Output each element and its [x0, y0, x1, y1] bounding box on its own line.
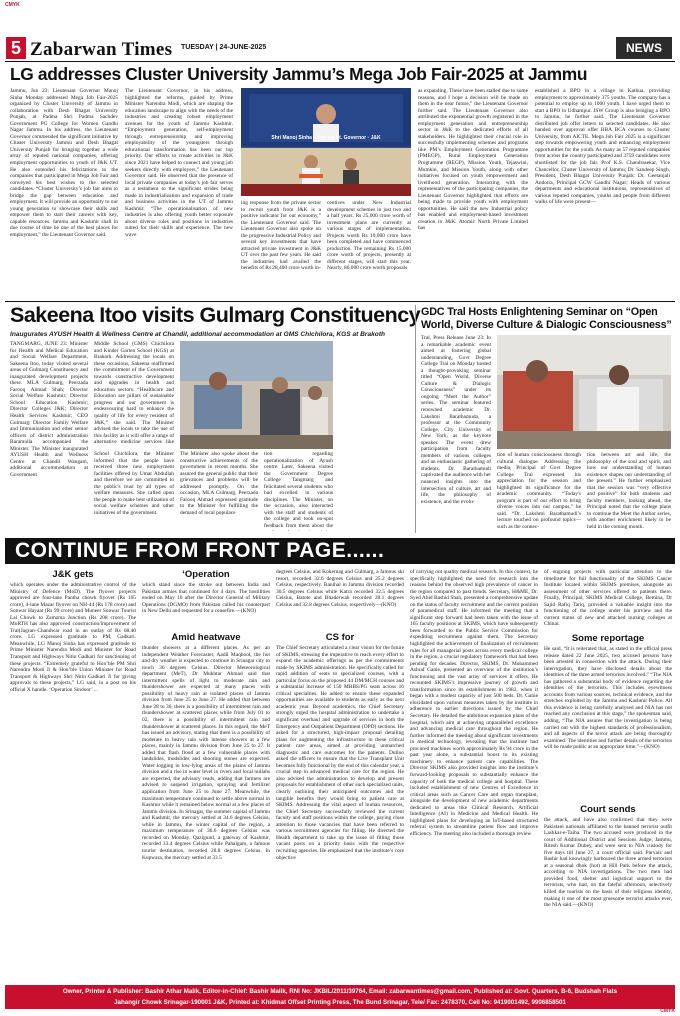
header-rule — [5, 61, 675, 62]
story1-col3: ing response from the private sector to recruit youth from J&K is a positive indicator for our economy,” the Lieutenant Governor said. The Lieutenant Governor also spoke on the progressive Industrial Policy and several key investments that have attracted private investment in J&K UT over the past few years. He said the industries had availed the benefits of Rs 28,400 crore worth in- — [241, 200, 321, 272]
story2-col2: Middle School (GMS) Chichilora and Kinder Garten School (KGS) at Brakoth. Addressing the locals on these occasions, Sakeena reaffirmed the commitment of the Government towards constructive development and upgrades in health and education sectors. “Healthcare and Education are pillars of sustainable progress and our government is endeavouring hard to enhance the quality of life for every resident of J&K,” she said. The Minister advised the locals to take the use of this facility as it will offer a range of alternative medicine services like — [94, 341, 174, 446]
story3-col2: tion of human consciousness through cultural dialogue. Addressing the media, Principal of Govt Degree College Tral expressed his appreciation for the session and highlighted its significance for the academic community. “Today's program is part of our effort to bring diverse voices into our campus,” he said. “Dr. Lakshmi Barathamudi’s lecture touched on profound topics—such as the connec- — [497, 452, 581, 531]
cont-col4: degrees Celsius, and Kokernag and Gulmarg, a famous ski resort, recorded 32.6 degrees Celsius and 25.2 degrees Celsius, respectively. Banihal in Jammu division recorded 30.5 degrees Celsius while Katra recorded 32.5 degrees Celsius, Batote and Bhaderwah recorded 28.1 degrees Celsius and 32.8 degrees Celsius, respectively—(KNO) — [276, 569, 404, 608]
story1-col6: established a BPO in a village in Kathua, providing employment to approximately 375 youths. The company has a potential to employ up to 1000 youth. I have urged them to start a BPO in Udhampur. JSW Group is also bringing a BPO to Jammu, he further said. The Lieutenant Governor distributed job offer letters to selected candidates. He also handed over approval offer BBA BCA courses to Cluster University, from AICTE. Mega Job Fair 2025 is a significant step towards empowering youth and enhancing employment opportunities for the youth. As many as 57 reputed companies from across the country participated and 3759 candidates were shortlisted for the job fair. Prof K.S. Chandrasekar, Vice Chancellor, Cluster University of Jammu; Dr. Sandeep Singh, President, Desh Bhagat University Punjab; Dr. Geetanjali Andotra, Principal GCW Gandhi Nagar; Heads of various departments and educational institutions, representatives of various reputed companies, youths and people from different walks of life were present— — [535, 88, 670, 206]
cont-col6: of carrying out quality medical research. In this context, he specifically highlighted the need for research into the reasons behind the observed high prevalence of cancer in the region compared to past trends. Secretary, H&ME, Dr. Syed Abid Rashid Shah, presented a comprehensive update on the status of faculty recruitment and the current position of paramedical staff. He informed the meeting that a significant step forward had been taken with the issue of 165 faculty positions at SKIMS, which have subsequently been forwarded to the Public Service Commission for expediting recruitment against them. The Secretary highlighted the achievement of finalization of recruitment rules for all managerial posts across every medical college in the region, a crucial regulatory framework that had been pending for decades. Director, SKIMS, Dr. Mohammed Ashraf Ganie, presented an overview of the institution’s functioning and the vast array of services it offers. He recounted SKIMS’s impressive journey of growth and transformation since its establishment in 1982, when it began with a modest capacity of just 500 beds. Dr. Ganie elucidated upon various measures taken by the institute in adherence to earlier directions issued by the Chief Secretary. He detailed the ambitious expansion plans of the hospital, which aim at achieving unparalleled excellence and advancing medical care throughout the region. He further informed the meeting about significant investments in medical technology, revealing that the institute had procured machines worth approximately Rs 94 crore in the past year alone, a substantial boost to its existing machinery to enhance patient care capabilities. The Director SKIMS also provided insights into the institute’s forward-looking proposals to substantially enhance the capacity of both the medical college and hospital. These included establishment of new Centres of Excellence in critical areas such as Cancer Care and organ transplant, alongside the development of new academic departments dedicated to areas like Clinical Research, Artificial Intelligence (AI) in Medicine and Medical Health. He highlighted plans for developing an IoT-based structured referral system to streamline patient flow and improve efficiency. The meeting also included a thorough review — [410, 569, 538, 837]
cont-head-heatwave: Amid heatwave — [171, 632, 241, 643]
story3-col1: Tral, Press Release June 23: In a remarkable academic event aimed at fostering global understanding, Govt Degree College Tral on Monday hosted a thought-provoking seminar titled “Open World, Diverse Culture & Dialogic Consciousness” under its ongoing “Meet the Author” series. The seminar featured renowned academic Dr. Lakshmi Barathamuda, a professor at the Community College, City University of New York, as the keynote speaker. The event drew participation from faculty members of various colleges and an enthusiastic gathering of students. Dr. Barathamudi captivated the audience with her nuanced insights into the intersection of culture, art and life, the philosophy of existence, and the evolu- — [421, 335, 491, 505]
cont-col7: of ongoing projects with particular attention to the timeframe for full functionality of the SKIMS Cancer Institute located within SKIMS premises, alongside an assessment of other services offered to patients there. Finally, Principal, SKIMS Medical College, Bemina, Dr Sajid Rafiq Tariq, provided a valuable insight into the functioning of the college under his purview and the current status of new and attached nursing colleges at Chinar. — [544, 569, 672, 628]
story2-headline: Sakeena Itoo visits Gulmarg Constituency — [10, 303, 421, 327]
cont-col2: which stand since the stroke out between India and Pakistan armies that continued for 4 days. The hostilities ended on May 10 after the Director General of Military Operations (DGMO) from Pakistan called his counterpart in New Delhi and requested for a ceasefire.—(KNO) — [142, 582, 270, 615]
story1-col1: Jammu, Jun 23: Lieutenant Governor Manoj Sinha Monday addressed Mega Job Fair-2025 organized by Cluster University of Jammu in collaboration with Desh Bhagat University Punjab, at Padma Shri Padma Sachdev Government PG College for Women Gandhi Nagar Jammu. In his address, the Lieutenant Governor commended the significant initiative by Cluster University Jammu and Desh Bhagat University Punjab for bringing together a wide array of reputed national companies, offering employment opportunities to youth of J&K UT. He also extended his felicitations to the companies that participated in Mega Job Fair and conveyed his best wishes to the selected candidates. “Cluster University’s job fair aims to bridge the gap between education and employment. It will provide an opportunity to our young generation to showcase their skills and empower them to start their careers with key, capable resources. Jammu and Kashmir shall in due course of time be one of the best places for employment,” the Lieutenant Governor said. — [10, 88, 118, 239]
cont-head-cs: CS for — [325, 632, 355, 643]
cont-col8: He said, “It is reiterated that, as stated in the official press release dated 22 June 2025, two accused persons have been arrested in connection with the attack. During their interrogation, they have disclosed details about the identities of the three armed terrorists involved.” “The NIA has gathered a substantial body of evidence regarding the identities of the terrorists. This includes eyewitness accounts from various sources, technical evidence, and the stretches exploited by the Jammu and Kashmir Police. All this evidence is being carefully analysed and NIA has not reached any conclusion at this stage,” the spokesman said, adding, “The NIA assures that the investigation is being carried out with the highest standards of professionalism, and all aspects of the terror attack are being thoroughly examined. The identities and further details of the terrorists will be made public at an appropriate time.”—(KNO) — [544, 646, 672, 751]
section-label: NEWS — [616, 37, 672, 59]
column-divider — [415, 305, 416, 533]
story1-col5: as expanding. These have been stalled due to some reasons, and I hope a decision will be made on them in the near future,” the Lieutenant Governor further said. The Lieutenant Governor also attributed the exponential growth registered in the employment generation and entrepreneurship sector in J&K to the dedicated efforts of all stakeholders. He highlighted their crucial role in successfully implementing schemes and programs like PM’s Employment Generation Programme (PMEGP), Rural Employment Generation Programme (REGP), Mission Youth, Tejaswini, Mumkin, and Mission Youth, along with other initiatives focused on youth empowerment and livelihood generation. Interacting with the representatives of the participating companies, the Lieutenant Governor highlighted that efforts are being made to provide youth with employment opportunities. He said the new Industrial policy has enabled and employment-based investment creation in J&K. Atomic North Private Limited has — [418, 88, 528, 232]
story1-col2: The Lieutenant Governor, in his address, highlighted the reforms, guided by Prime Minister Narendra Modi, which are shaping the education landscape to align with the needs of the industries and creating robust employment avenues for the youth of Jammu Kashmir. “Employment generation, self-employment through entrepreneurship and improving employability of the youngsters through educational transformation has been our top priority. Our efforts to create activities in J&K since 2021 have helped to connect and young job seekers directly with employers,” the Lieutenant Governor said. He observed that the presence of local private companies at today's job fair serves as a testament to the significant strides being made in industrialization and expansion of trade and business activities in the UT of Jammu Kashmir. “The operationalisation of new industries is also offering youth better exposure about diverse roles and positions in industries suited for their skills and experience. The new wave — [125, 88, 233, 239]
imprint-footer — [5, 985, 675, 1009]
divider — [5, 301, 675, 302]
cont-head-court: Court sends — [580, 804, 636, 815]
cont-head-reportage: Some reportage — [571, 633, 645, 644]
story2-col4: The Minister also spoke about the constructive achievements of the government in recent months. She assured the general public that their grievances and problems will be addressed promptly. On the occasion, MLA Gulmarg, Peerzada Farooq Ahmad expressed gratitude to the Minister for fulfilling the demand of local populace — [180, 451, 258, 516]
cont-col3: thunder showers at a different places. As per an independent Weather Forecaster, Aadil Maqbool, the hot and dry weather is expected to continue in Srinagar city to touch 36 degrees Celsius. Director Meteorological department (MeT), Dr Mukhtar Ahmad said that intermittent spells of light to moderate rain and thundershower are expected at many places with possibility of heavy rain at isolated places of Jammu division from June 25 to June 27. He added that between June 28 to 30, there is a possibility of intermittent rain and thundershower at scattered places while from July 01 to 02, there is a possibility of intermittent rain and thundershower at scattered places. In this regard, the MeT has issued an advisory, stating that there is a possibility of moderate to heavy rain with intense showers at a few places, mainly in Jammu division from June 25 to 27. It added that flash flood at a few vulnerable places with landslides, mudslides and shooting stones are expected. Water logging in low-lying areas of the plains of Jammu division and a rise in water level in rivers and local nullahs are expected, the advisory reads, adding that farmers are advised to suspend irrigation, spraying and fertilizer application from June 25 to June 27. Meanwhile, the maximum temperature continued to settle above normal in Kashmir while it remained below normal at a few places of Jammu division. In Srinagar, the summer capital of Jammu and Kashmir, the mercury settled at 34.6 degrees Celsius, while in Jammu, the winter capital of the region, a maximum temperature of 36.6 degrees Celsius was recorded on Monday. Qazigund, a gateway of Kashmir, recorded 33.4 degrees Celsius while Pahalgam, a famous tourist destination, recorded 28.8 degrees Celsius. In Kupwara, the mercury settled at 33.5 — [142, 645, 270, 861]
cont-col5: The Chief Secretary articulated a clear vision for the future of SKIMS, stressing the imperative to reach every effort to expand the academic offerings as per the commitments made by SKIMS administration. He specifically called for rapid addition of seats to specialized courses, with a particular focus on the proposed 44 DM/MCH courses and a substantial increase of 150 MBBS/PG seats across 16 critical specialties. He added to ensure these expanded opportunities are available to students as early as the next academic year. Beyond academics, the Chief Secretary strongly urged the hospital administration to undertake a significant overhaul and upgrade of services in both the Emergency and Outpatient Department (OPD) sections. He asked for a structured, high-impact proposal detailing plans for augmenting the infrastructure in these critical patient care areas, aimed at providing unmatched diagnostic and care outcomes for the patients. Dulloo asked the officers to ensure that the Live Transplant Unit becomes fully functional by the end of this calendar year, a crucial step in advanced medical care for the region. He also advised the administration to develop and present proposals for establishment of other such specialized units, clearly outlining their anticipated outcomes and the tangible benefits they would bring to patient care at SKIMS. Addressing the vital aspect of human resources, the Chief Secretary successfully reviewed the current faculty and staff positions within the college, paying close attention to those vacancies that have been referred to various recruitment agencies for filling. He directed the Health department to take up the issue of filling those vacant posts on a priority basis with the respective recruiting agencies. He emphasized that the institute’s core objective — [276, 645, 404, 861]
page-number: 5 — [6, 37, 26, 59]
story1-headline: LG addresses Cluster University Jammu’s Mega Job Fair-2025 at Jammu — [10, 64, 588, 84]
imprint-line-2: Jahangir Chowk Srinagar-190001 J&K, Printed at: Khidmat Offset Printing Press, The Bund Srinagar, Tele/ Fax: 2478370, Cell No: 9419001492, 9906858501 — [114, 999, 566, 1006]
cont-head-operation: ‘Operation — [182, 569, 230, 580]
cont-col9: the attack, and have also confirmed that they were Pakistani nationals affiliated to the banned terrorist outfit Lashkar-e-Taiba. The two accused were produced in the court of Additional District and Sessions Judge, Jammu, Ritesh Kumar Dubey, and were sent to NIA custody for five days till June 27, a court official said. Parvaiz and Bashir had knowingly harboured the three armed terrorists at a seasonal dhok (hut) at Hill Park before the attack, according to NIA investigations. The two men had provided food, shelter and logistical support to the terrorists, who had, on the fateful afternoon, selectively killed the tourists on the basis of their religious identity, making it one of the most gruesome terrorist attacks ever, the NIA said.—(KNO) — [544, 817, 672, 909]
cmyk-mark-bottom: CMYK — [660, 1008, 675, 1014]
seminar-photo — [497, 335, 671, 449]
cont-col1: which operates under the administrative control of the Ministry of Defence (MoD). The flyover projects approved are four-lane Pantha chowk flyover (Rs 105 crore), 4-lane Mazar flyover on NH-44 (Rs 178 crore) and Sonwar Hayaat (Rs 99 crore) and Muneer Sonwar Tourist Lal Chowk to Zamzma Junction (Rs 208 crore). The MoRTH has also approved construction/improvement of Tral(Jagran–Chandwar road in an outlay of Rs 68.40 crore. LG expressed gratitude to PM, Gadkari. Meanwhile, LG Manoj Sinha has expressed gratitude to Prime Minister Narendra Modi and Minister for Road Transport and Highways Nitin Gadkari for sanctioning of these projects. “Extremely grateful to Hon’ble PM Shri Narendra Modi Ji & Hon’ble Union Minister for Road Transport & Highways Shri Nitin Gadkari Ji for giving approvals to these projects,” LG said, in a post on his official X handle. ‘Operation Sindoor’ ... — [10, 582, 136, 693]
cmyk-mark: CMYK — [5, 2, 20, 8]
story3-col3: tion between art and life, the philosophy of the soul and spirit, and how our understanding of human existence shapes our understanding of the present.” He further emphasized that the session was “very effective and positive” for both students and faculty members, looking ahead, the Principal noted that the college plans to continue the Meet the Author series, with another enrichment likely to be held in the coming month. — [587, 452, 671, 531]
continue-banner: CONTINUE FROM FRONT PAGE...... — [5, 538, 675, 564]
lg-event-photo — [241, 88, 411, 196]
story2-col1: TANGMARG, JUNE 23: Minister for Health and Medical Education and Social Welfare Department, Sakeena Itoo, today visited several areas of Gulmarg Constituency and inaugurated development projects there. MLA Gulmarg, Peerzada Farooq Ahmad Shah; Director Social Welfare Kashmir; Director School Education Kashmir; Director Colleges J&K; Director Health Services Kashmir; CEO Gulmarg; Director Family Welfare and Immunization and other senior officers of district administration Baramulla accompanied the Minister. The Minister inaugurated AYUSH Health and Wellness Centre at Chandil Wangam, additional accommodation at Government — [10, 341, 88, 478]
story1-col4: centives under New Industrial development schemes in just two and a half years. Rs 25,000 crore worth of investment plans are currently at various stages of implementation. Projects worth Rs 10,000 crore have been completed and have commenced production. The remaining Rs 15,000 crore worth of projects, presently at different stages, will start this year. Nearly, 86,000 crore worth proposals — [327, 200, 411, 272]
minister-visit-photo — [180, 341, 333, 449]
story2-kicker: Inaugurates AYUSH Health & Wellness Centre at Chandil, additional accommodation at GMS Chichilora, KGS at Brakoth — [10, 331, 386, 338]
photo-caption: Shri Manoj Sinha · Hon’ble Lt. Governor · J&K — [271, 135, 381, 141]
story3-headline: GDC Tral Hosts Enlightening Seminar on “Open World, Diverse Culture & Dialogic Consciousness” — [421, 306, 672, 331]
date-line: TUESDAY | 24-JUNE-2025 — [181, 44, 267, 51]
story2-col5: tion regarding operationalization of Ayush centre. Later, Sakeena visited the Government Degree College Tangmarg and felicitated several students who had excelled in various disciplines. The Minister, on the occasion, also interacted with the staff and students of the college and took on-spot feedback from them about the — [264, 451, 333, 530]
masthead: Zabarwan Times — [30, 39, 173, 60]
story2-col3: School Chichilora, the Minister informed that the people have received three new employment facilities offered by Umar Abdullah and therefore we are committed to the public's trust by all types of welfare measures. She called upon the people to make best utilization of social welfare schemes and other initiatives of the government. — [94, 451, 174, 516]
imprint-line-1: Owner, Printer & Publisher: Bashir Athar Malik, Editor-in-Chief: Bashir Malik, RNI No: JKBIL/2011/39764, Email: zabarwantimes@gmail.com, Published at: Govt. Quarters, B-6, Budshah Flats — [62, 988, 618, 995]
cont-head-jk-gets: J&K gets — [52, 569, 94, 580]
